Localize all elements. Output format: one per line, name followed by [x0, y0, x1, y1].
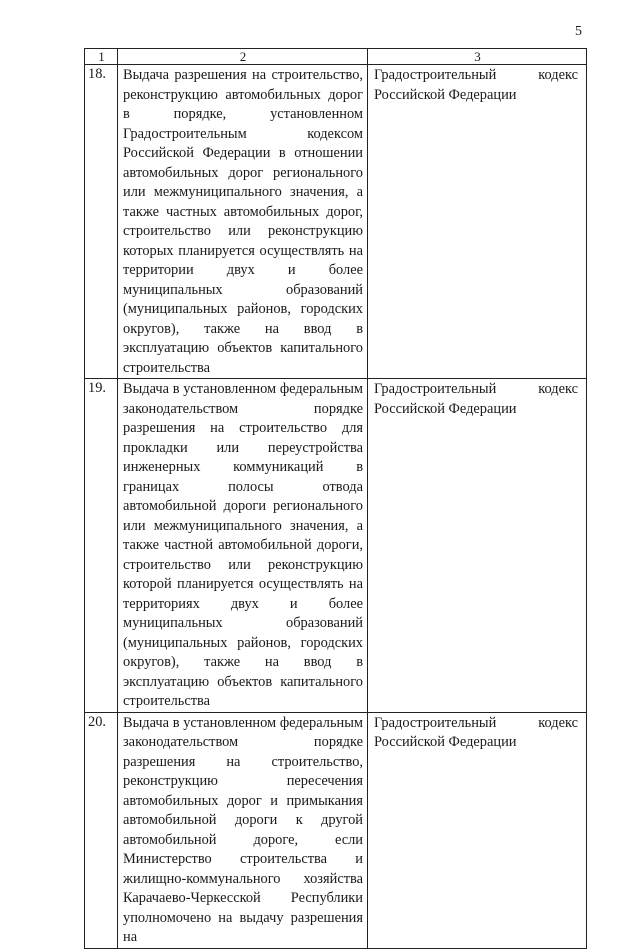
services-table [84, 48, 587, 949]
service-description: Выдача в установленном федеральным законодательством порядке разрешения на строительство для прокладки или переустройства инженерных коммуникаций в границах полосы отвода автомобильной дороги регионального или межмуниципального значения, а также частной автомобильной дороги, строительство или реконструкцию которой планируется осуществлять на территориях двух и более муниципальных образований (муниципальных районов, городских округов), также на ввод в эксплуатацию объектов капитального строительства [118, 379, 368, 713]
column-header-3: 3 [368, 49, 587, 65]
table-row [85, 379, 587, 713]
row-number: 18. [85, 65, 118, 379]
row-number: 19. [85, 379, 118, 713]
legal-basis-line-1 [374, 66, 578, 86]
table-row [85, 65, 587, 379]
legal-basis-line-2: Российской Федерации [374, 400, 517, 417]
legal-basis-line-1 [374, 714, 578, 734]
legal-basis-word-1: Градостроительный [374, 381, 497, 397]
page-number: 5 [575, 24, 582, 39]
legal-basis [368, 712, 587, 948]
legal-basis-word-2: кодекс [538, 67, 578, 83]
legal-basis-word-2: кодекс [538, 381, 578, 397]
column-header-2: 2 [118, 49, 368, 65]
column-header-1: 1 [85, 49, 118, 65]
service-description: Выдача разрешения на строительство, реконструкцию автомобильных дорог в порядке, установленном Градостроительным кодексом Российской Федерации в отношении автомобильных дорог регионального или межмуниципального значения, а также частных автомобильных дорог, строительство или реконструкцию которых планируется осуществлять на территории двух и более муниципальных образований (муниципальных районов, городских округов), также на ввод в эксплуатацию объектов капитального строительства [118, 65, 368, 379]
table-row [85, 712, 587, 948]
legal-basis [368, 65, 587, 379]
legal-basis-line-1 [374, 380, 578, 400]
service-description: Выдача в установленном федеральным законодательством порядке разрешения на строительство, реконструкцию пересечения автомобильных дорог и примыкания автомобильной дороги к другой автомобильной дороге, если Министерство строительства и жилищно-коммунального хозяйства Карачаево-Черкесской Республики уполномочено на выдачу разрешения на [118, 712, 368, 948]
table-header-row [85, 49, 587, 65]
legal-basis-line-2: Российской Федерации [374, 734, 517, 750]
row-number: 20. [85, 712, 118, 948]
legal-basis-word-1: Градостроительный [374, 714, 497, 731]
legal-basis-word-2: кодекс [538, 714, 578, 731]
legal-basis-word-1: Градостроительный [374, 67, 497, 83]
legal-basis-line-2: Российской Федерации [374, 86, 517, 103]
legal-basis [368, 379, 587, 713]
